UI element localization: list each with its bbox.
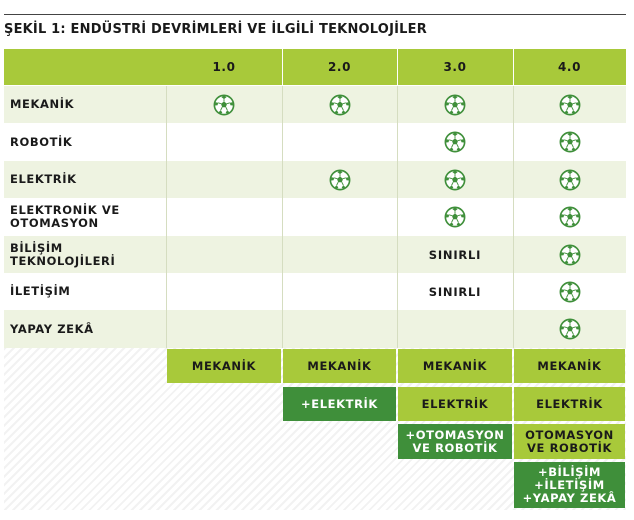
column-divider [166,86,167,348]
soccer-ball-icon [444,131,466,153]
row-label: YAPAY ZEKÂ [4,310,166,348]
soccer-ball-icon [444,94,466,116]
limited-label: SINIRLI [428,284,482,299]
column-divider [397,86,398,348]
table-cell [166,123,282,161]
column-header-3-0: 3.0 [397,49,513,85]
table-cell [166,86,282,123]
figure-title: ŞEKİL 1: ENDÜSTRİ DEVRİMLERİ VE İLGİLİ TEKNOLOJİLER [4,22,427,37]
step-2-1: MEKANİK [283,349,396,383]
row-label: ELEKTRONİK VE OTOMASYON [4,198,166,236]
soccer-ball-icon [329,94,351,116]
row-label: ROBOTİK [4,123,166,161]
table-cell [282,123,397,161]
step-3-1: MEKANİK [398,349,512,383]
header-divider [513,49,514,85]
table-cell [166,198,282,236]
table-cell [282,310,397,348]
table-cell [282,236,397,273]
row-label: MEKANİK [4,86,166,123]
table-cell [282,198,397,236]
step-1-1: MEKANİK [167,349,281,383]
table-cell [513,273,626,310]
table-cell [397,236,513,273]
step-4-3: OTOMASYON VE ROBOTİK [514,424,625,459]
soccer-ball-icon [444,206,466,228]
soccer-ball-icon [559,318,581,340]
column-header-4-0: 4.0 [513,49,626,85]
step-4-1: MEKANİK [514,349,625,383]
title-rule [4,14,626,15]
table-cell [397,86,513,123]
table-cell [166,310,282,348]
row-label: BİLİŞİM TEKNOLOJİLERİ [4,236,166,273]
step-3-2: ELEKTRİK [398,387,512,421]
table-cell [513,161,626,198]
table-cell [397,198,513,236]
soccer-ball-icon [559,244,581,266]
row-label: İLETİŞİM [4,273,166,310]
step-2-2: +ELEKTRİK [283,387,396,421]
table-cell [166,161,282,198]
table-cell [166,273,282,310]
table-cell [397,161,513,198]
header-corner [4,49,166,85]
step-4-2: ELEKTRİK [514,387,625,421]
column-header-2-0: 2.0 [282,49,397,85]
table-cell [166,236,282,273]
table-cell [397,273,513,310]
step-3-3: +OTOMASYON VE ROBOTİK [398,424,512,459]
soccer-ball-icon [329,169,351,191]
table-cell [513,310,626,348]
soccer-ball-icon [444,169,466,191]
soccer-ball-icon [559,94,581,116]
table-cell [513,236,626,273]
limited-label: SINIRLI [428,247,482,262]
row-label: ELEKTRİK [4,161,166,198]
soccer-ball-icon [559,131,581,153]
table-cell [513,123,626,161]
step-4-4: +BİLİŞİM +İLETİŞİM +YAPAY ZEKÂ [514,462,625,508]
table-cell [282,161,397,198]
header-divider [282,49,283,85]
column-divider [282,86,283,348]
soccer-ball-icon [559,169,581,191]
column-header-1-0: 1.0 [166,49,282,85]
table-cell [397,310,513,348]
soccer-ball-icon [559,206,581,228]
column-divider [513,86,514,348]
soccer-ball-icon [559,281,581,303]
table-cell [397,123,513,161]
soccer-ball-icon [213,94,235,116]
table-cell [282,86,397,123]
table-cell [513,198,626,236]
table-cell [282,273,397,310]
table-cell [513,86,626,123]
header-divider [397,49,398,85]
